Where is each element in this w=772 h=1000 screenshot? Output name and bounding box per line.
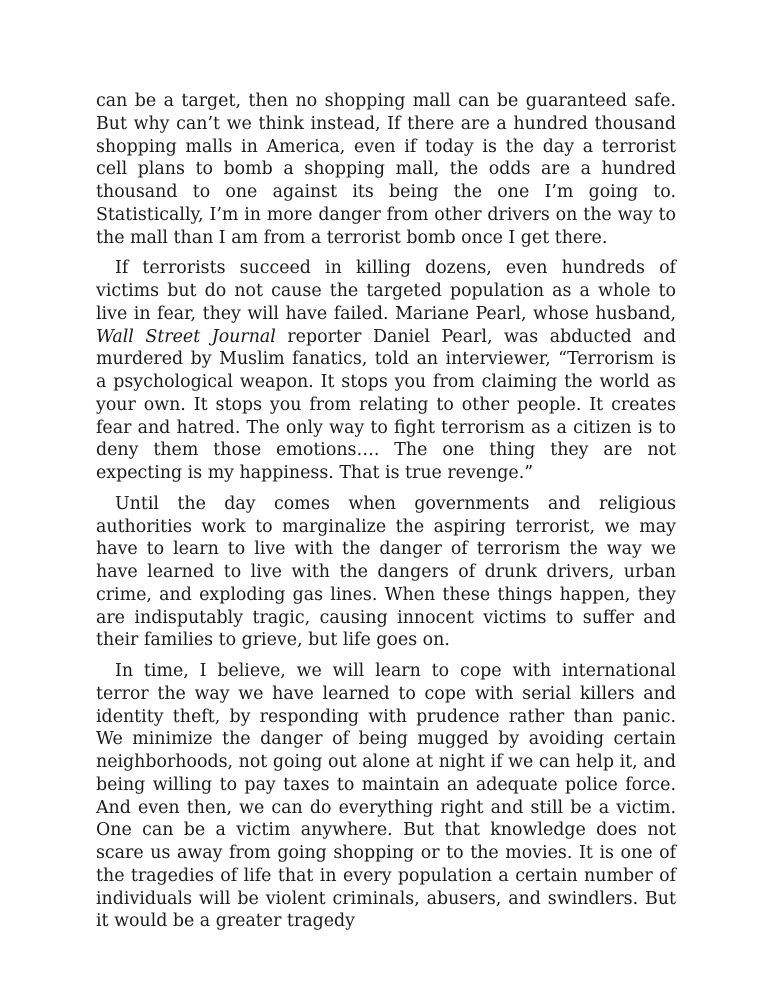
paragraph-1 (96, 90, 676, 249)
paragraph-3-text: Until the day comes when governments and religious authorities work to marginalize the aspiring terrorist, we may have to learn to live with the danger of terrorism the way we have learned to live with the dangers of drunk drivers, urban crime, and exploding gas lines. When these things happen, they are indisputably tragic, causing innocent victims to suffer and their families to grieve, but life goes on. (96, 493, 676, 651)
paragraph-2-text-b: reporter Daniel Pearl, was abducted and murdered by Muslim fanatics, told an interviewer, “Terrorism is a psychological weapon. It stops you from claiming the world as your own. It stops you from relating to other people. It creates fear and hatred. The only way to fight terrorism as a citizen is to deny them those emotions…. The one thing they are not expecting is my happiness. That is true revenge.” (96, 326, 676, 483)
paragraph-2-text-a: If terrorists succeed in killing dozens, even hundreds of victims but do not cause the targeted population as a whole to live in fear, they will have failed. Mariane Pearl, whose husband, (96, 258, 676, 324)
page-body (96, 90, 676, 941)
newspaper-title: Wall Street Journal (96, 326, 276, 347)
paragraph-3 (96, 493, 676, 652)
paragraph-4 (96, 660, 676, 933)
paragraph-2 (96, 257, 676, 485)
paragraph-1-text: can be a target, then no shopping mall can be guaranteed safe. But why can’t we think instead, If there are a hundred thousand shopping malls in America, even if today is the day a terrorist cell plans to bomb a shopping mall, the odds are a hundred thousand to one against its being the one I’m going to. Statistically, I’m in more danger from other drivers on the way to the mall than I am from a terrorist bomb once I get there. (96, 91, 676, 248)
paragraph-4-text: In time, I believe, we will learn to cope with international terror the way we have learned to cope with serial killers and identity theft, by responding with prudence rather than panic. We minimize the danger of being mugged by avoiding certain neighborhoods, not going out alone at night if we can help it, and being willing to pay taxes to maintain an adequate police force. And even then, we can do everything right and still be a victim. One can be a victim anywhere. But that knowledge does not scare us away from going shopping or to the movies. It is one of the tragedies of life that in every population a certain number of individuals will be violent criminals, abusers, and swindlers. But it would be a greater tragedy (96, 661, 676, 932)
